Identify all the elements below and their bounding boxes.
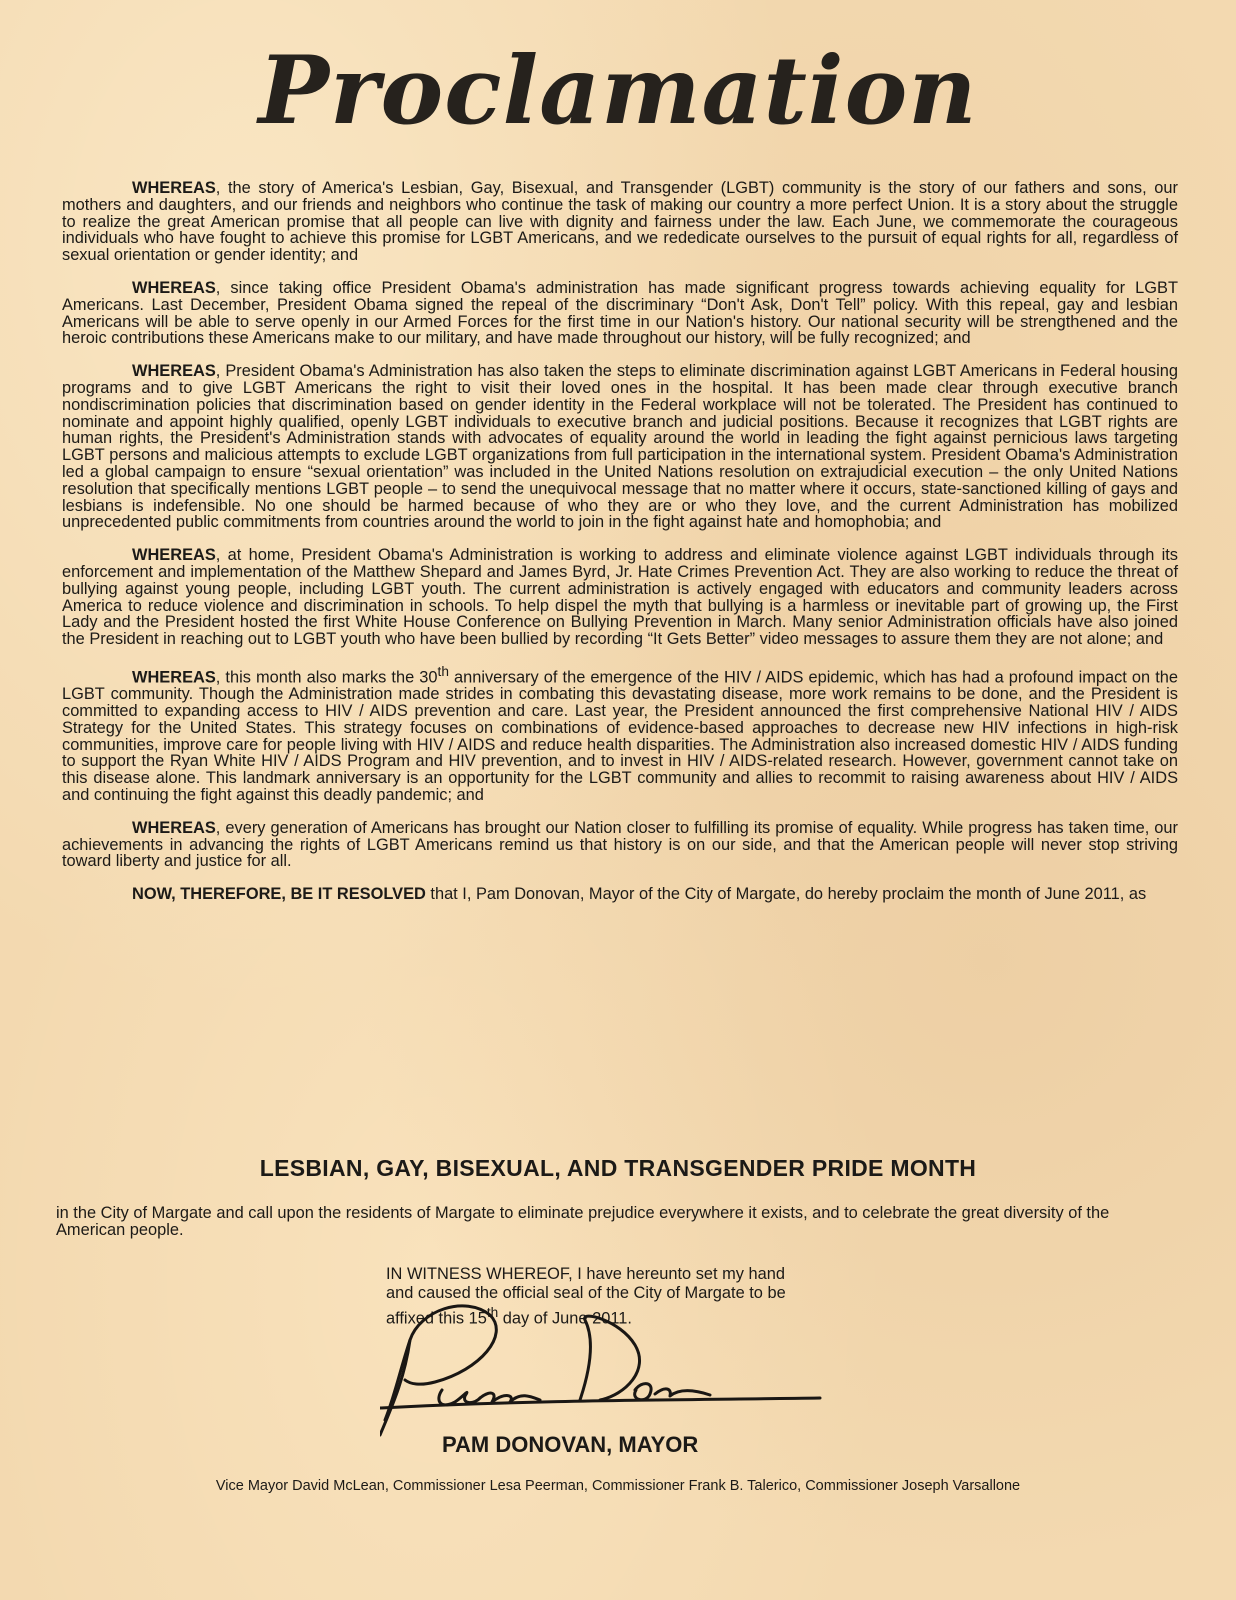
whereas-paragraph-2 xyxy=(62,280,1178,347)
closing-paragraph: in the City of Margate and call upon the residents of Margate to eliminate prejudice everywhere it exists, and to celebrate the great diversity of the American people. xyxy=(56,1204,1110,1239)
proclamation-body xyxy=(62,180,1178,919)
paragraph-text-continued: anniversary of the emergence of the HIV / AIDS epidemic, which has had a profound impact on the LGBT community. Though the Administration made strides in combating this devastating disease, more work remains to be done, and the President is committed to expanding access to HIV / AIDS prevention and care. Last year, the President announced the first comprehensive National HIV / AIDS Strategy for the United States. This strategy focuses on combinations of evidence-based approaches to decrease new HIV infections in high-risk communities, improve care for people living with HIV / AIDS and reduce health disparities. The Administration also increased domestic HIV / AIDS funding to support the Ryan White HIV / AIDS Program and HIV prevention, and to invest in HIV / AIDS-related research. However, government cannot take on this disease alone. This landmark anniversary is an opportunity for the LGBT community and allies to recommit to raising awareness about HIV / AIDS and continuing the fight against this deadly pandemic; and xyxy=(62,668,1178,804)
paragraph-text: , since taking office President Obama's administration has made significant progress towards achieving equality for LGBT Americans. Last December, President Obama signed the repeal of the discriminary “Don't Ask, Don't Tell” policy. With this repeal, gay and lesbian Americans will be able to serve openly in our Armed Forces for the first time in our Nation's history. Our national security will be strengthened and the heroic contributions these Americans make to our military, and have made throughout our history, will be fully recognized; and xyxy=(62,278,1178,348)
whereas-paragraph-3 xyxy=(62,363,1178,531)
paragraph-lead: WHEREAS xyxy=(132,818,216,837)
whereas-paragraph-5 xyxy=(62,664,1178,804)
mayor-signature xyxy=(380,1300,830,1440)
witness-date-text: affixed this 15 xyxy=(386,1309,487,1328)
paragraph-text: , the story of America's Lesbian, Gay, Bisexual, and Transgender (LGBT) community is the story of our fathers and sons, our mothers and daughters, and our friends and neighbors who continue the task of making our country a more perfect Union. It is a story about the struggle to realize the great American promise that all people can live with dignity and fairness under the law. Each June, we commemorate the courageous individuals who have fought to achieve this promise for LGBT Americans, and we rededicate ourselves to the pursuit of equal rights for all, regardless of sexual orientation or gender identity; and xyxy=(62,179,1178,265)
council-members: Vice Mayor David McLean, Commissioner Lesa Peerman, Commissioner Frank B. Talerico, Commissioner Joseph Varsallone xyxy=(215,1478,1021,1494)
paragraph-text: , President Obama's Administration has also taken the steps to eliminate discrimination against LGBT Americans in Federal housing programs and to give LGBT Americans the right to visit their loved ones in the hospital. It has been made clear through executive branch nondiscrimination policies that discrimination based on gender identity in the Federal workplace will not be tolerated. The President has continued to nominate and appoint highly qualified, openly LGBT individuals to executive branch and judicial positions. Because it recognizes that LGBT rights are human rights, the President's Administration stands with advocates of equality around the world in leading the fight against pernicious laws targeting LGBT persons and malicious attempts to exclude LGBT organizations from full participation in the international system. President Obama's Administration led a global campaign to ensure “sexual orientation” was included in the United Nations resolution on extrajudicial execution – the only United Nations resolution that specifically mentions LGBT people – to send the unequivocal message that no matter where it occurs, state-sanctioned killing of gays and lesbians is indefensible. No one should be harmed because of who they are or who they love, and the current Administration has mobilized unprecedented public commitments from countries around the world to join in the fight against hate and homophobia; and xyxy=(62,362,1178,532)
paragraph-lead: WHEREAS xyxy=(132,278,216,297)
ordinal-suffix: th xyxy=(437,663,449,679)
resolved-paragraph xyxy=(62,886,1178,903)
paragraph-text: , at home, President Obama's Administration is working to address and eliminate violence against LGBT individuals through its enforcement and implementation of the Matthew Shepard and James Byrd, Jr. Hate Crimes Prevention Act. They are also working to reduce the threat of bullying against young people, including LGBT youth. The current administration is actively engaged with educators and community leaders across America to reduce violence and discrimination in schools. To help dispel the myth that bullying is a harmless or inevitable part of growing up, the First Lady and the President hosted the first White House Conference on Bullying Prevention in March. Many senior Administration officials have also joined the President in reaching out to LGBT youth who have been bullied by recording “It Gets Better” video messages to assure them they are not alone; and xyxy=(62,546,1178,649)
witness-date-text-continued: day of June 2011. xyxy=(498,1309,632,1328)
whereas-paragraph-6 xyxy=(62,820,1178,870)
whereas-paragraph-1 xyxy=(62,180,1178,264)
ordinal-suffix: th xyxy=(486,1305,499,1320)
pride-month-heading: LESBIAN, GAY, BISEXUAL, AND TRANSGENDER PRIDE MONTH xyxy=(259,1155,977,1181)
paragraph-lead: NOW, THEREFORE, BE IT RESOLVED xyxy=(132,885,426,904)
paragraph-lead: WHEREAS xyxy=(132,668,216,687)
paragraph-text: that I, Pam Donovan, Mayor of the City of Margate, do hereby proclaim the month of June 2011, as xyxy=(425,885,1147,904)
paragraph-lead: WHEREAS xyxy=(132,362,216,381)
paragraph-lead: WHEREAS xyxy=(132,179,216,197)
mayor-name: PAM DONOVAN, MAYOR xyxy=(442,1432,699,1457)
witness-line-1: IN WITNESS WHEREOF, I have hereunto set my hand xyxy=(386,1265,785,1283)
paragraph-lead: WHEREAS xyxy=(132,546,216,565)
witness-line-2: and caused the official seal of the City of Margate to be xyxy=(386,1284,786,1302)
paragraph-text: , this month also marks the 30 xyxy=(215,668,438,687)
paragraph-text: , every generation of Americans has brought our Nation closer to fulfilling its promise of equality. While progress has taken time, our achievements in advancing the rights of LGBT Americans remind us that history is on our side, and that the American people will never stop striving toward liberty and justice for all. xyxy=(62,818,1178,871)
page-title: Proclamation xyxy=(258,36,978,146)
whereas-paragraph-4 xyxy=(62,547,1178,648)
